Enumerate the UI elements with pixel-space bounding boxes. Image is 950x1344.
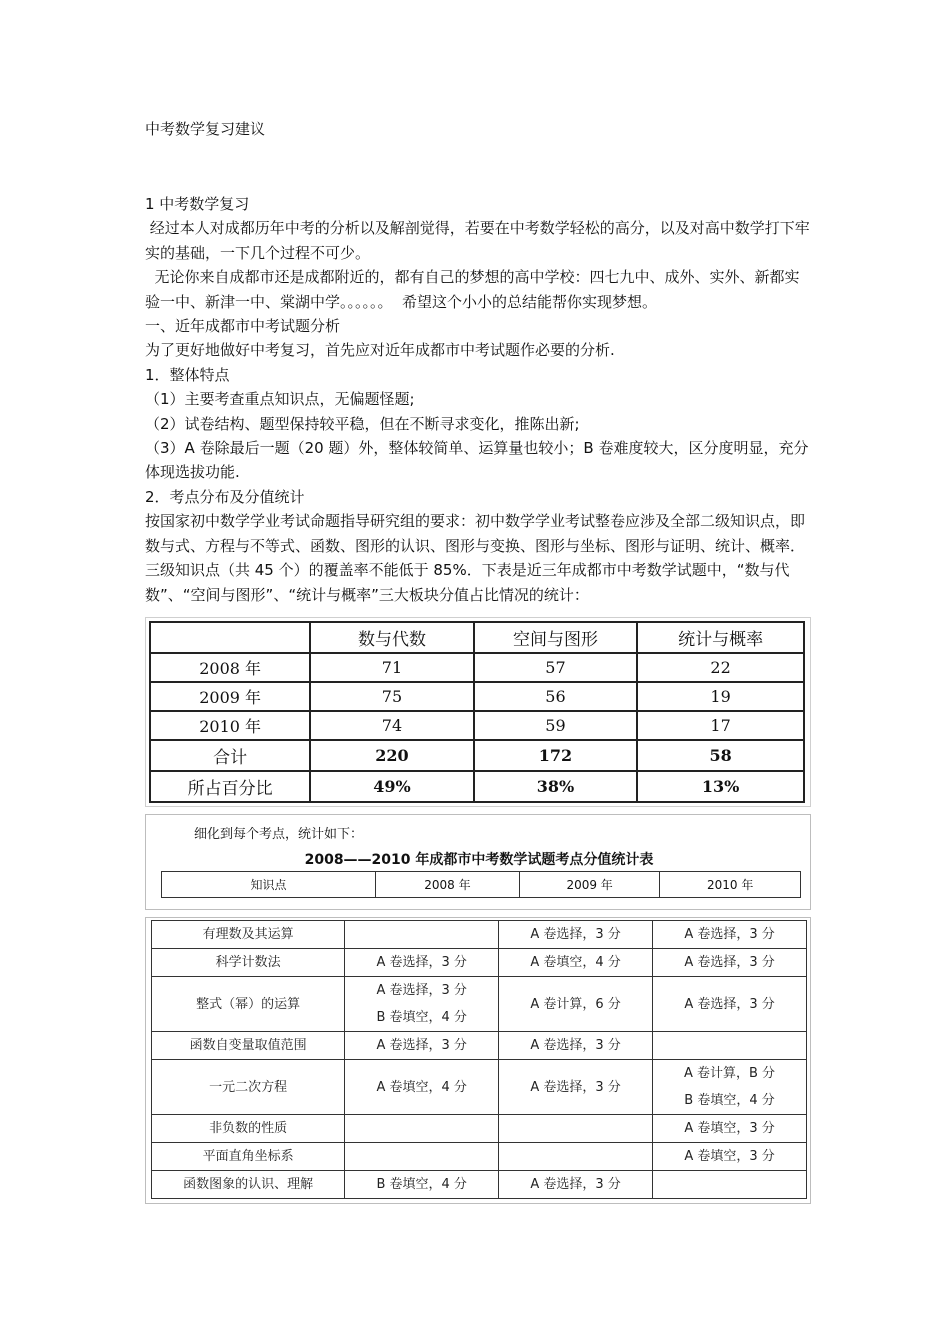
table-cell: 59 xyxy=(474,711,638,740)
detail-table xyxy=(151,920,807,1199)
paragraph: 经过本人对成都历年中考的分析以及解剖觉得，若要在中考数学轻松的高分，以及对高中数学打下牢实的基础，一下几个过程不可少。 xyxy=(145,219,810,262)
table-cell xyxy=(499,949,653,977)
cell-line: A 卷选择，3 分 xyxy=(530,1177,621,1192)
document-body xyxy=(145,192,810,607)
table-cell xyxy=(152,949,345,977)
table-cell xyxy=(499,1143,653,1171)
table-cell: 74 xyxy=(310,711,474,740)
table-cell xyxy=(499,977,653,1032)
cell-line: A 卷选择，3 分 xyxy=(684,927,775,942)
table-row xyxy=(150,653,804,682)
cell-line: A 卷填空，3 分 xyxy=(684,1121,775,1136)
table-cell xyxy=(499,1032,653,1060)
table-header-cell: 2010 年 xyxy=(660,872,801,898)
table-header-cell xyxy=(150,622,310,653)
cell-line: 函数图象的认识、理解 xyxy=(183,1177,314,1192)
cell-line: A 卷选择，3 分 xyxy=(530,1038,621,1053)
table-cell xyxy=(345,949,499,977)
section-heading: 一、近年成都市中考试题分析 xyxy=(145,317,341,336)
cell-line: A 卷选择，3 分 xyxy=(376,983,467,998)
table-cell: 49% xyxy=(310,771,474,802)
table-cell xyxy=(152,1032,345,1060)
table-row xyxy=(152,949,807,977)
table-header-cell: 2009 年 xyxy=(519,872,660,898)
table-cell xyxy=(152,1115,345,1143)
table-cell: 2008 年 xyxy=(150,653,310,682)
caption-note: 细化到每个考点，统计如下： xyxy=(194,827,364,842)
table-cell xyxy=(499,1171,653,1199)
table-header-cell: 数与代数 xyxy=(310,622,474,653)
table-cell xyxy=(653,921,807,949)
table-cell xyxy=(653,1060,807,1115)
cell-line: 有理数及其运算 xyxy=(202,927,294,942)
table-cell xyxy=(653,1115,807,1143)
table-cell xyxy=(152,1060,345,1115)
table-cell: 220 xyxy=(310,740,474,771)
subsection-heading: 1．整体特点 xyxy=(145,365,230,384)
table-cell xyxy=(152,977,345,1032)
table-cell: 合计 xyxy=(150,740,310,771)
paragraph: 无论你来自成都市还是成都附近的，都有自己的梦想的高中学校：四七九中、成外、实外、新都实验一中、新津一中、棠湖中学。。。。。。 希望这个小小的总结能帮你实现梦想。 xyxy=(145,268,800,311)
table-cell xyxy=(653,1032,807,1060)
cell-line: 整式（幂）的运算 xyxy=(196,996,301,1012)
subsection-heading: 2．考点分布及分值统计 xyxy=(145,487,305,506)
table-header-cell: 统计与概率 xyxy=(637,622,804,653)
document-title: 中考数学复习建议 xyxy=(145,120,266,138)
table-row xyxy=(152,977,807,1032)
table-header-cell: 2008 年 xyxy=(376,872,520,898)
paragraph: 按国家初中数学学业考试命题指导研究组的要求：初中数学学业考试整卷应涉及全部二级知识点，即数与式、方程与不等式、函数、图形的认识、图形与变换、图形与坐标、图形与证明、统计、概率．三级知识点（共 45 个）的覆盖率不能低于 85%．下表是近三年成都市中考数学试题中，“数与代数”、“空间与图形”、“统计与概率”三大板块分值占比情况的统计： xyxy=(145,512,806,604)
table-cell xyxy=(653,977,807,1032)
cell-line: 科学计数法 xyxy=(215,955,281,970)
detail-table-header xyxy=(161,871,801,898)
table-cell: 71 xyxy=(310,653,474,682)
table-cell: 56 xyxy=(474,682,638,711)
cell-line: 一元二次方程 xyxy=(209,1079,288,1095)
cell-line: A 卷填空，4 分 xyxy=(376,1079,467,1095)
table-cell xyxy=(345,1143,499,1171)
detail-table-image xyxy=(145,917,811,1204)
cell-line: A 卷计算，B 分 xyxy=(683,1066,776,1081)
table-cell: 22 xyxy=(637,653,804,682)
table-cell xyxy=(653,1143,807,1171)
cell-line: B 卷填空，4 分 xyxy=(376,1010,467,1025)
table-cell xyxy=(345,1115,499,1143)
cell-line: A 卷填空，4 分 xyxy=(530,955,621,970)
cell-line: A 卷填空，3 分 xyxy=(684,1149,775,1164)
cell-line: 平面直角坐标系 xyxy=(202,1149,294,1164)
detail-caption-image xyxy=(145,814,811,910)
table-cell xyxy=(152,1171,345,1199)
table-cell xyxy=(499,1060,653,1115)
table-cell xyxy=(345,1060,499,1115)
table-cell: 57 xyxy=(474,653,638,682)
table-cell: 19 xyxy=(637,682,804,711)
table-row xyxy=(150,682,804,711)
table-cell xyxy=(345,921,499,949)
table-row xyxy=(152,1032,807,1060)
table-cell xyxy=(152,1143,345,1171)
cell-line: A 卷选择，3 分 xyxy=(530,1079,621,1095)
list-item: （1）主要考查重点知识点，无偏题怪题; xyxy=(145,390,415,409)
cell-line: 非负数的性质 xyxy=(209,1121,288,1136)
table-cell: 75 xyxy=(310,682,474,711)
table-header-cell: 空间与图形 xyxy=(474,622,638,653)
summary-table xyxy=(149,621,805,803)
caption-title: 2008——2010 年成都市中考数学试题考点分值统计表 xyxy=(304,852,654,868)
cell-line: A 卷选择，3 分 xyxy=(376,955,467,970)
table-row xyxy=(152,1115,807,1143)
cell-line: A 卷选择，3 分 xyxy=(376,1038,467,1053)
table-cell: 58 xyxy=(637,740,804,771)
table-cell xyxy=(345,977,499,1032)
table-row xyxy=(152,1060,807,1115)
cell-line: 函数自变量取值范围 xyxy=(189,1038,307,1053)
table-row xyxy=(152,921,807,949)
cell-line: A 卷选择，3 分 xyxy=(530,927,621,942)
table-cell xyxy=(499,1115,653,1143)
cell-line: A 卷选择，3 分 xyxy=(684,955,775,970)
table-row xyxy=(150,711,804,740)
table-cell: 13% xyxy=(637,771,804,802)
cell-line: A 卷选择，3 分 xyxy=(684,996,775,1012)
table-cell: 172 xyxy=(474,740,638,771)
table-cell: 2009 年 xyxy=(150,682,310,711)
table-cell: 2010 年 xyxy=(150,711,310,740)
section-heading: 1 中考数学复习 xyxy=(145,195,250,213)
cell-line: B 卷填空，4 分 xyxy=(684,1093,775,1108)
table-cell: 17 xyxy=(637,711,804,740)
table-cell xyxy=(653,949,807,977)
list-item: （3）A 卷除最后一题（20 题）外，整体较简单、运算量也较小；B 卷难度较大，区分度明显，充分体现选拔功能. xyxy=(145,439,809,482)
table-cell xyxy=(653,1171,807,1199)
table-cell xyxy=(345,1032,499,1060)
summary-table-image xyxy=(145,617,811,807)
table-cell xyxy=(152,921,345,949)
cell-line: B 卷填空，4 分 xyxy=(376,1177,467,1192)
table-cell: 38% xyxy=(474,771,638,802)
table-cell: 所占百分比 xyxy=(150,771,310,802)
paragraph: 为了更好地做好中考复习，首先应对近年成都市中考试题作必要的分析. xyxy=(145,341,615,360)
table-cell xyxy=(345,1171,499,1199)
table-row xyxy=(150,771,804,802)
table-row xyxy=(152,1143,807,1171)
cell-line: A 卷计算，6 分 xyxy=(530,996,621,1012)
table-cell xyxy=(499,921,653,949)
list-item: （2）试卷结构、题型保持较平稳，但在不断寻求变化，推陈出新; xyxy=(145,414,580,433)
table-row xyxy=(152,1171,807,1199)
table-row xyxy=(150,740,804,771)
table-header-cell: 知识点 xyxy=(162,872,376,898)
